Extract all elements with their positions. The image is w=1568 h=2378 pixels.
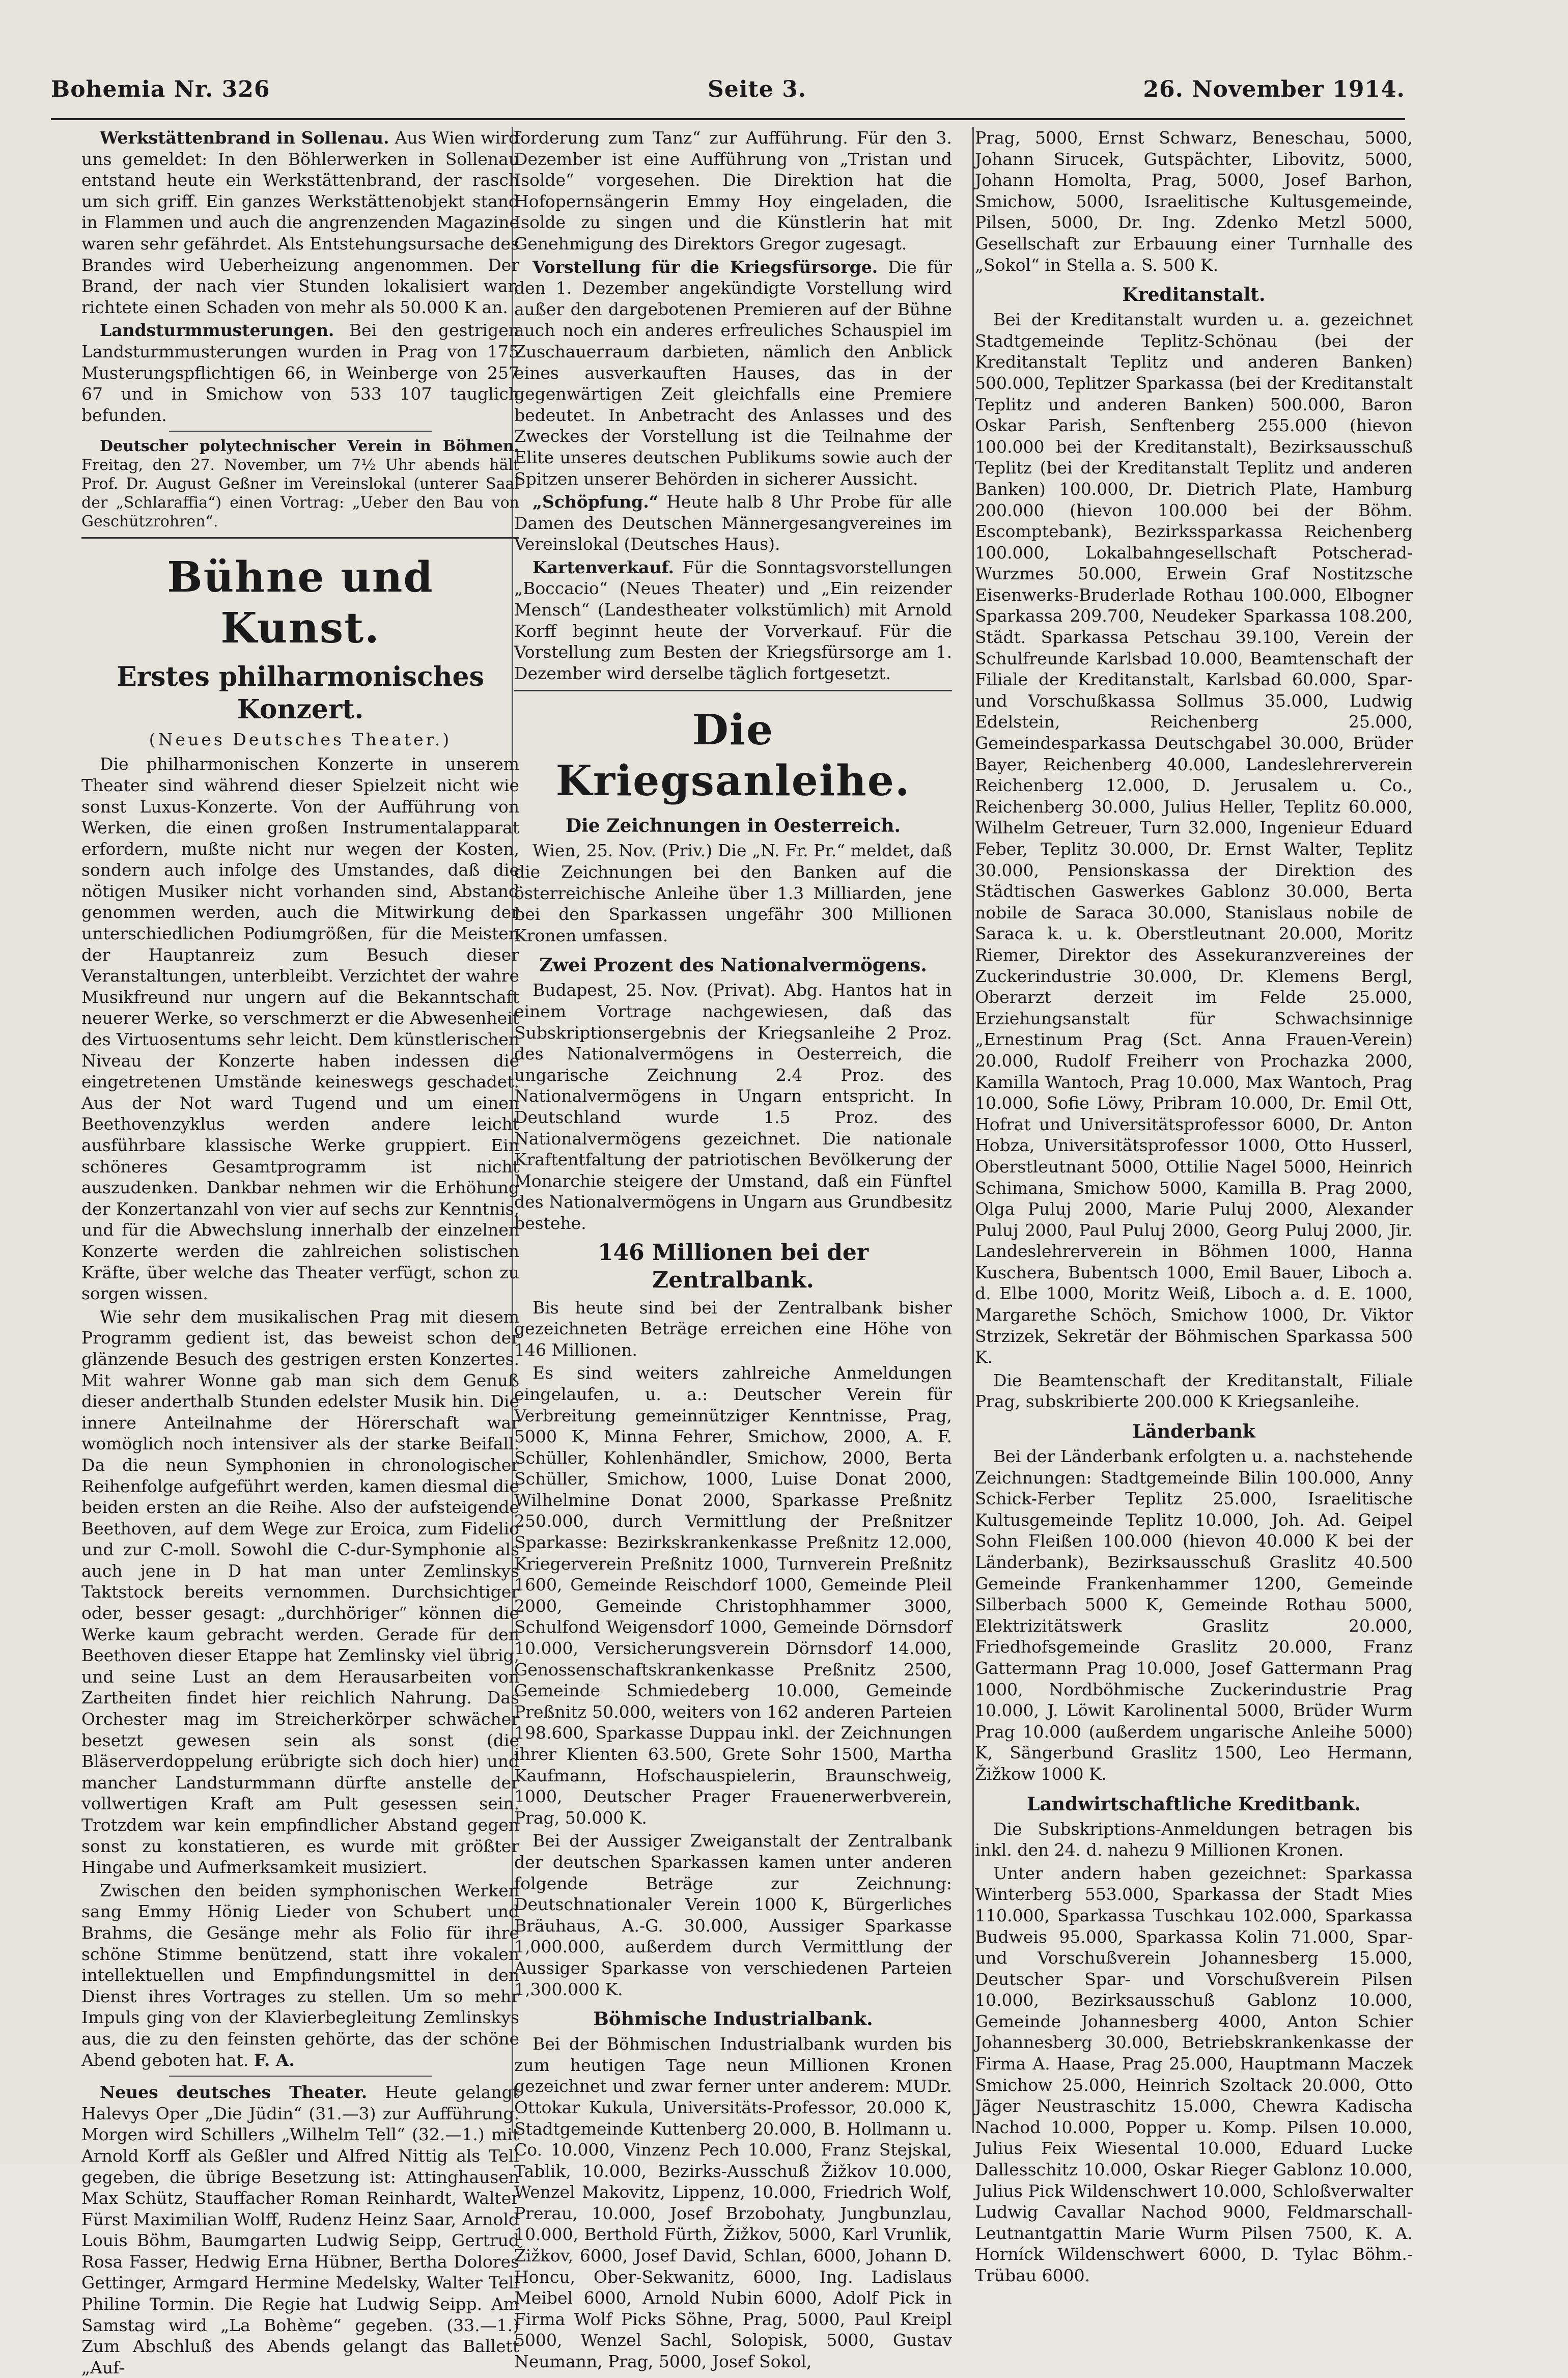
news-item	[81, 320, 519, 426]
subsection-title: Landwirtschaftliche Kreditbank.	[1027, 1793, 1361, 1815]
separator	[169, 431, 432, 432]
news-item-text: Bei den gestrigen Landsturmmusterungen wurden in Prag von 175 Musterungspflichtigen 66, in Weinberge von 257 67 und in Smichow von 533 107 tauglich befunden.	[81, 320, 519, 425]
news-item-heading: Vorstellung für die Kriegsfürsorge.	[533, 257, 878, 277]
news-item-heading: Landsturmmusterungen.	[100, 320, 334, 341]
news-item-text: Freitag, den 27. November, um 7½ Uhr abends hält Prof. Dr. August Geßner im Vereinslokal (unterer Saal der „Schlaraffia“) einen Vortrag: „Ueber den Bau von Geschützrohren“.	[81, 456, 519, 531]
header-page-number: Seite 3.	[708, 76, 807, 102]
article-paragraph: Die philharmonischen Konzerte in unserem Theater sind während dieser Spielzeit nicht wie sonst Luxus-Konzerte. Von der Aufführung von Werken, die einen großen Instrumentalapparat erfordern, mußte nicht nur wegen der Kosten, sondern auch infolge des Umstandes, daß die nötigen Musiker nicht vorhanden sind, Abstand genommen werden, auch die Mitwirkung der unterschiedlichen Podiumgrößen, für die Meisten der Hauptanreiz zum Besuch dieser Veranstaltungen, unterbleibt. Verzichtet der wahre Musikfreund nur ungern auf die Bekanntschaft neuerer Werke, so verschmerzt er die Abwesenheit des Virtuosentums sehr leicht. Dem künstlerischen Niveau der Konzerte haben indessen die eingetretenen Umstände keineswegs geschadet. Aus der Not ward Tugend und um einen Beethovenzyklus werden andere leicht ausführbare klassische Werke gruppiert. Ein schöneres Gesamtprogramm ist nicht auszudenken. Dankbar nehmen wir die Erhöhung der Konzertanzahl von vier auf sechs zur Kenntnis, und für die Abwechslung innerhalb der einzelnen Konzerte werden die zahlreichen solistischen Kräfte, über welche das Theater verfügt, schon zu sorgen wissen.	[81, 754, 519, 1304]
news-item-text: Aus Wien wird uns gemeldet: In den Böhlerwerken in Sollenau entstand heute ein Werkstättenbrand, der rasch um sich griff. Ein ganzes Werkstättenobjekt stand in Flammen und auch die angrenzenden Magazine waren sehr gefährdet. Als Entstehungsursache des Brandes wird Ueberheizung angenommen. Der Brand, der nach vier Stunden lokalisiert war, richtete einen Schaden von mehr als 50.000 K an.	[81, 128, 520, 317]
article-title: Erstes philharmonisches Konzert.	[117, 661, 484, 725]
article-text: Zwischen den beiden symphonischen Werken sang Emmy Hönig Lieder von Schubert und Brahms, die Gesänge mehr als Folio für ihre schöne Stimme benützend, statt ihre vokalen intellektuellen und Empfindungsmittel in den Dienst ihres Vortrages zu stellen. Um so mehr Impuls ging von der Klavierbegleitung Zemlinskys aus, die zu den feinsten gehörte, das der schöne Abend geboten hat.	[81, 1880, 519, 2070]
news-item-heading: Werkstättenbrand in Sollenau.	[100, 128, 389, 148]
news-item-text: Heute gelangt Halevys Oper „Die Jüdin“ (31.—3) zur Aufführung. Morgen wird Schillers „Wilhelm Tell“ (32.—1.) mit Arnold Korff als Geßler und Alfred Nittig als Tell gegeben, die übrige Besetzung ist: Attinghausen Max Schütz, Stauffacher Roman Reinhardt, Walter Fürst Maximilian Wolff, Rudenz Heinz Saar, Arnold Louis Böhm, Baumgarten Ludwig Seipp, Gertrud Rosa Fasser, Hedwig Erna Hübner, Bertha Dolores Gettinger, Armgard Hermine Medelsky, Walter Tell Philine Tormin. Die Regie hat Ludwig Seipp. Am Samstag wird „La Bohème“ gegeben. (33.—1.) Zum Abschluß des Abends gelangt das Ballett „Auf-	[81, 2082, 519, 2377]
article-paragraph: Bis heute sind bei der Zentralbank bisher gezeichneten Beträge erreichen eine Höhe von 146 Millionen.	[514, 1297, 952, 1360]
article-paragraph: Prag, 5000, Ernst Schwarz, Beneschau, 5000, Johann Sirucek, Gutspächter, Libovitz, 5000, Johann Homolta, Prag, 5000, Josef Barhon, Smichow, 5000, Israelitische Kultusgemeinde, Pilsen, 5000, Dr. Ing. Zdenko Metzl 5000, Gesellschaft zur Erbauung einer Turnhalle des „Sokol“ in Stella a. S. 500 K.	[975, 128, 1413, 275]
article-signature: F. A.	[254, 2050, 295, 2070]
subsection-title: Länderbank	[1132, 1421, 1255, 1443]
article-paragraph: Bei der Aussiger Zweiganstalt der Zentralbank der deutschen Sparkassen kamen unter anderen folgende Beträge zur Zeichnung: Deutschnationaler Verein 1000 K, Bürgerliches Bräuhaus, A.-G. 30.000, Aussiger Sparkasse 1,000.000, außerdem durch Vermittlung der Aussiger Sparkasse von verschiedenen Parteien 1,300.000 K.	[514, 1831, 952, 1999]
news-item-heading: „Schöpfung.“	[533, 492, 659, 512]
header-issue: Bohemia Nr. 326	[51, 76, 270, 102]
article-paragraph: Bei der Länderbank erfolgten u. a. nachstehende Zeichnungen: Stadtgemeinde Bilin 100.000, Anny Schick-Ferber Teplitz 25.000, Israelitische Kultusgemeinde Teplitz 10.000, Joh. Ad. Geipel Sohn Fleißen 100.000 (hievon 40.000 K bei der Länderbank), Bezirksausschuß Graslitz 40.500 Gemeinde Frankenhammer 1200, Gemeinde Silberbach 5000 K, Gemeinde Rothau 5000, Elektrizitätswerk Graslitz 20.000, Friedhofsgemeinde Graslitz 20.000, Franz Gattermann Prag 10.000, Josef Gattermann Prag 1000, Nordböhmische Zuckerindustrie Prag 10.000, J. Löwit Karolinental 5000, Brüder Wurm Prag 10.000 (außerdem ungarische Anleihe 5000) K, Sängerbund Graslitz 1500, Leo Hermann, Žižkow 1000 K.	[975, 1446, 1413, 1784]
news-item-text: Die für den 1. Dezember angekündigte Vorstellung wird außer den dargebotenen Premieren auf der Bühne auch noch ein anderes erfreuliches Schauspiel im Zuschauerraum darbieten, nämlich den Anblick eines ausverkauften Hauses, das in der gegenwärtigen Zeit gleichfalls eine Premiere bedeutet. In Anbetracht des Anlasses und des Zweckes der Vorstellung ist die Teilnahme der Elite unseres deutschen Publikums sowie auch der Spitzen unserer Behörden in sicherer Aussicht.	[514, 257, 952, 489]
separator	[81, 537, 519, 539]
news-item	[81, 127, 519, 318]
subsection-title: Zwei Prozent des Nationalvermögens.	[539, 955, 927, 976]
article-paragraph: Es sind weiters zahlreiche Anmeldungen eingelaufen, u. a.: Deutscher Verein für Verbreitung gemeinnütziger Kenntnisse, Prag, 5000 K, Minna Fehrer, Smichow, 2000, A. F. Schüller, Kohlenhändler, Smichow, 2000, Berta Schüller, Smichow, 1000, Luise Donat 2000, Wilhelmine Donat 2000, Sparkasse Preßnitz 250.000, durch Vermittlung der Preßnitzer Sparkasse: Bezirkskrankenkasse Preßnitz 12.000, Kriegerverein Preßnitz 1000, Turnverein Preßnitz 1600, Gemeinde Reischdorf 1000, Gemeinde Pleil 2000, Gemeinde Christophhammer 3000, Schulfond Weigensdorf 1000, Gemeinde Dörnsdorf 10.000, Versicherungsverein Dörnsdorf 14.000, Genossenschaftskrankenkasse Preßnitz 2500, Gemeinde Schmiedeberg 10.000, Gemeinde Preßnitz 50.000, weiters von 162 anderen Parteien 198.600, Sparkasse Duppau inkl. der Zeichnungen ihrer Klienten 63.500, Grete Sohr 1500, Martha Kaufmann, Hofschauspielerin, Braunschweig, 1000, Deutscher Prager Frauenerwerbverein, Prag, 50.000 K.	[514, 1363, 952, 1828]
section-title: Die Kriegsanleihe.	[555, 706, 911, 806]
subsection-title: Böhmische Industrialbank.	[593, 2008, 873, 2030]
news-item	[514, 557, 952, 684]
article-paragraph: Unter andern haben gezeichnet: Sparkassa Winterberg 553.000, Sparkassa der Stadt Mies 110.000, Sparkassa Tuschkau 102.000, Sparkassa Budweis 95.000, Sparkassa Kolin 71.000, Spar- und Vorschußverein Johannesberg 15.000, Deutscher Spar- und Vorschußverein Pilsen 10.000, Bezirksausschuß Gablonz 10.000, Gemeinde Johannesberg 4000, Anton Schier Johannesberg 30.000, Betriebskrankenkasse der Firma A. Haase, Prag 25.000, Hauptmann Maczek Smichow 25.000, Heinrich Szoltack 20.000, Otto Jäger Neustraschitz 15.000, Chewra Kadischa Nachod 10.000, Popper u. Komp. Pilsen 10.000, Julius Feix Wiesental 10.000, Eduard Lucke Dallesschitz 10.000, Oskar Rieger Gablonz 10.000, Julius Pick Wildenschwert 10.000, Schloßverwalter Ludwig Cavallar Nachod 9000, Feldmarschall-Leutnantgattin Marie Wurm Pilsen 7500, K. A. Horníck Wildenschwert 6000, D. Tylac Böhm.-Trübau 6000.	[975, 1863, 1413, 2285]
section-title: Bühne und Kunst.	[167, 553, 434, 653]
separator	[169, 2076, 432, 2077]
column-divider	[972, 127, 974, 2133]
news-item	[81, 437, 519, 531]
article-paragraph: forderung zum Tanz“ zur Aufführung. Für den 3. Dezember ist eine Aufführung von „Tristan und Isolde“ vorgesehen. Die Direktion hat die Hofopernsängerin Emmy Hoy eingeladen, die Isolde zu singen und die Künstlerin hat mit Genehmigung des Direktors Gregor zugesagt.	[514, 128, 952, 254]
column-3	[975, 127, 1413, 2285]
news-item-heading: Kartenverkauf.	[533, 557, 674, 577]
news-item	[514, 491, 952, 555]
news-item	[81, 2082, 519, 2378]
article-paragraph: Bei der Kreditanstalt wurden u. a. gezeichnet Stadtgemeinde Teplitz-Schönau (bei der Kreditanstalt Teplitz und anderen Banken) 500.000, Teplitzer Sparkassa (bei der Kreditanstalt Teplitz und anderen Banken) 500.000, Baron Oskar Parish, Senftenberg 255.000 (hievon 100.000 bei der Kreditanstalt), Bezirksausschuß Teplitz (bei der Kreditanstalt Teplitz und anderen Banken) 100.000, Dr. Dietrich Plate, Hamburg 200.000 (hievon 100.000 bei der Böhm. Escomptebank), Bezirkssparkassa Reichenberg 100.000, Lokalbahngesellschaft Potscherad-Wurzmes 50.000, Erwein Graf Nostitzsche Eisenwerks-Bruderlade Rothau 100.000, Elbogner Sparkassa 209.700, Neudeker Sparkassa 108.200, Städt. Sparkassa Petschau 39.100, Verein der Schulfreunde Karlsbad 10.000, Beamtenschaft der Filiale der Kreditanstalt, Karlsbad 60.000, Spar- und Vorschußkassa Sollmus 35.000, Ludwig Edelstein, Reichenberg 25.000, Gemeindesparkassa Deutschgabel 30.000, Brüder Bayer, Reichenberg 40.000, Landeslehrerverein Reichenberg 12.000, D. Jerusalem u. Co., Reichenberg 30.000, Julius Heller, Teplitz 60.000, Wilhelm Getreuer, Turn 32.000, Ingenieur Eduard Feber, Teplitz 30.000, Dr. Ernst Walter, Teplitz 30.000, Pensionskassa der Direktion des Städtischen Gaswerkes Gablonz 30.000, Berta nobile de Saraca 30.000, Stanislaus nobile de Saraca k. u. k. Oberstleutnant 20.000, Moritz Riemer, Direktor des Assekuranzvereines der Zuckerindustrie 30.000, Dr. Klemens Bergl, Oberarzt derzeit im Felde 25.000, Erziehungsanstalt für Schwachsinnige „Ernestinum Prag (Sct. Anna Frauen-Verein) 20.000, Rudolf Freiherr von Prochazka 2000, Kamilla Wantoch, Prag 10.000, Max Wantoch, Prag 10.000, Sofie Löwy, Pribram 10.000, Dr. Emil Ott, Hofrat und Universitätsprofessor 6000, Dr. Anton Hobza, Universitätsprofessor 1000, Otto Husserl, Oberstleutnant 5000, Ottilie Nagel 5000, Heinrich Schimana, Smichow 5000, Kamilla B. Prag 2000, Olga Puluj 2000, Marie Puluj 2000, Alexander Puluj 2000, Paul Puluj 2000, Georg Puluj 2000, Jir. Landeslehrerverein in Böhmen 1000, Hanna Kuschera, Bubentsch 1000, Emil Bauer, Liboch a. d. Elbe 1000, Moritz Weiß, Liboch a. d. E. 1000, Margarethe Schöch, Smichow 1000, Dr. Viktor Strzizek, Sekretär der Böhmischen Sparkassa 500 K.	[975, 310, 1413, 1367]
article-paragraph: Die Beamtenschaft der Kreditanstalt, Filiale Prag, subskribierte 200.000 K Kriegsanleihe.	[975, 1370, 1413, 1412]
news-item	[514, 257, 952, 490]
subsection-title: Kreditanstalt.	[1122, 284, 1266, 306]
separator	[514, 690, 952, 691]
article-subtitle: (Neues Deutsches Theater.)	[149, 730, 452, 750]
article-paragraph: Wien, 25. Nov. (Priv.) Die „N. Fr. Pr.“ meldet, daß die Zeichnungen bei den Banken auf die österreichische Anleihe über 1.3 Milliarden, jene bei den Sparkassen ungefähr 300 Millionen Kronen umfassen.	[514, 841, 952, 945]
article-paragraph: Budapest, 25. Nov. (Privat). Abg. Hantos hat in einem Vortrage nachgewiesen, daß das Subskriptionsergebnis der Kriegsanleihe 2 Proz. des Nationalvermögens in Oesterreich, die ungarische Zeichnung 2.4 Proz. des Nationalvermögens in Ungarn entspricht. In Deutschland wurde 1.5 Proz. des Nationalvermögens gezeichnet. Die nationale Kraftentfaltung der patriotischen Bevölkerung der Monarchie steigere der Umstand, daß ein Fünftel des Nationalvermögens in Ungarn aus Grundbesitz bestehe.	[514, 980, 952, 1233]
article-paragraph	[81, 1880, 519, 2071]
article-paragraph: Wie sehr dem musikalischen Prag mit diesem Programm gedient ist, das beweist schon der glänzende Besuch des gestrigen ersten Konzertes. Mit wahrer Wonne gab man sich dem Genuß dieser anderthalb Stunden edelster Musik hin. Die innere Anteilnahme der Hörerschaft war womöglich noch intensiver als der starke Beifall. Da die neun Symphonien in chronologischer Reihenfolge aufgeführt werden, kamen diesmal die beiden ersten an die Reihe. Also der aufsteigende Beethoven, auf dem Wege zur Eroica, zum Fidelio und zur C-moll. Sowohl die C-dur-Symphonie als auch jene in D hat man unter Zemlinskys Taktstock bereits vernommen. Durchsichtiger oder, besser gesagt: „durchhöriger“ können die Werke kaum gebracht werden. Gerade für den Beethoven dieser Etappe hat Zemlinsky viel übrig, und seine Lust an dem Herausarbeiten von Zartheiten findet hier reichlich Nahrung. Das Orchester mag im Streicherkörper schwächer besetzt gewesen sein als sonst (die Bläserverdoppelung erübrigte sich doch hier) und mancher Landsturmmann dürfte anstelle der vollwertigen Kraft am Pult gesessen sein. Trotzdem war kein empfindlicher Abstand gegen sonst zu konstatieren, es wurde mit größter Hingabe und Aufmerksamkeit musiziert.	[81, 1306, 519, 1878]
article-paragraph: Bei der Böhmischen Industrialbank wurden bis zum heutigen Tage neun Millionen Kronen gezeichnet und zwar ferner unter anderem: MUDr. Ottokar Kukula, Universitäts-Professor, 20.000 K, Stadtgemeinde Kuttenberg 20.000, B. Hollmann u. Co. 10.000, Vinzenz Pech 10.000, Franz Stejskal, Tablik, 10.000, Bezirks-Ausschuß Žižkov 10.000, Wenzel Makovitz, Lippenz, 10.000, Friedrich Wolf, Prerau, 10.000, Josef Brzobohaty, Jungbunzlau, 10.000, Berthold Fürth, Žižkov, 5000, Karl Vrunlik, Žižkov, 6000, Josef David, Schlan, 6000, Johann D. Honcu, Ober-Sekwanitz, 6000, Ing. Ladislaus Meibel 6000, Arnold Nubin 6000, Adolf Pick in Firma Wolf Picks Söhne, Prag, 5000, Paul Kreipl 5000, Wenzel Sachl, Solopisk, 5000, Gustav Neumann, Prag, 5000, Josef Sokol,	[514, 2034, 952, 2372]
news-item-text: Heute halb 8 Uhr Probe für alle Damen des Deutschen Männergesangvereines im Vereinslokal (Deutsches Haus).	[514, 492, 952, 554]
header-rule	[51, 118, 1405, 120]
column-1	[81, 127, 520, 2377]
subsection-title: 146 Millionen bei der Zentralbank.	[597, 1239, 869, 1293]
header-date: 26. November 1914.	[1143, 76, 1405, 102]
news-item-heading: Deutscher polytechnischer Verein in Böhmen.	[100, 437, 519, 456]
news-item-heading: Neues deutsches Theater.	[100, 2082, 368, 2103]
article-paragraph: Die Subskriptions-Anmeldungen betragen bis inkl. den 24. d. nahezu 9 Millionen Kronen.	[975, 1819, 1413, 1860]
column-2	[514, 127, 952, 2372]
subsection-title: Die Zeichnungen in Oesterreich.	[565, 815, 901, 837]
news-item-text: Für die Sonntagsvorstellungen „Boccacio“ (Neues Theater) und „Ein reizender Mensch“ (Landestheater volkstümlich) mit Arnold Korff beginnt heute der Vorverkauf. Für die Vorstellung zum Besten der Kriegsfürsorge am 1. Dezember wird derselbe täglich fortgesetzt.	[514, 557, 952, 683]
